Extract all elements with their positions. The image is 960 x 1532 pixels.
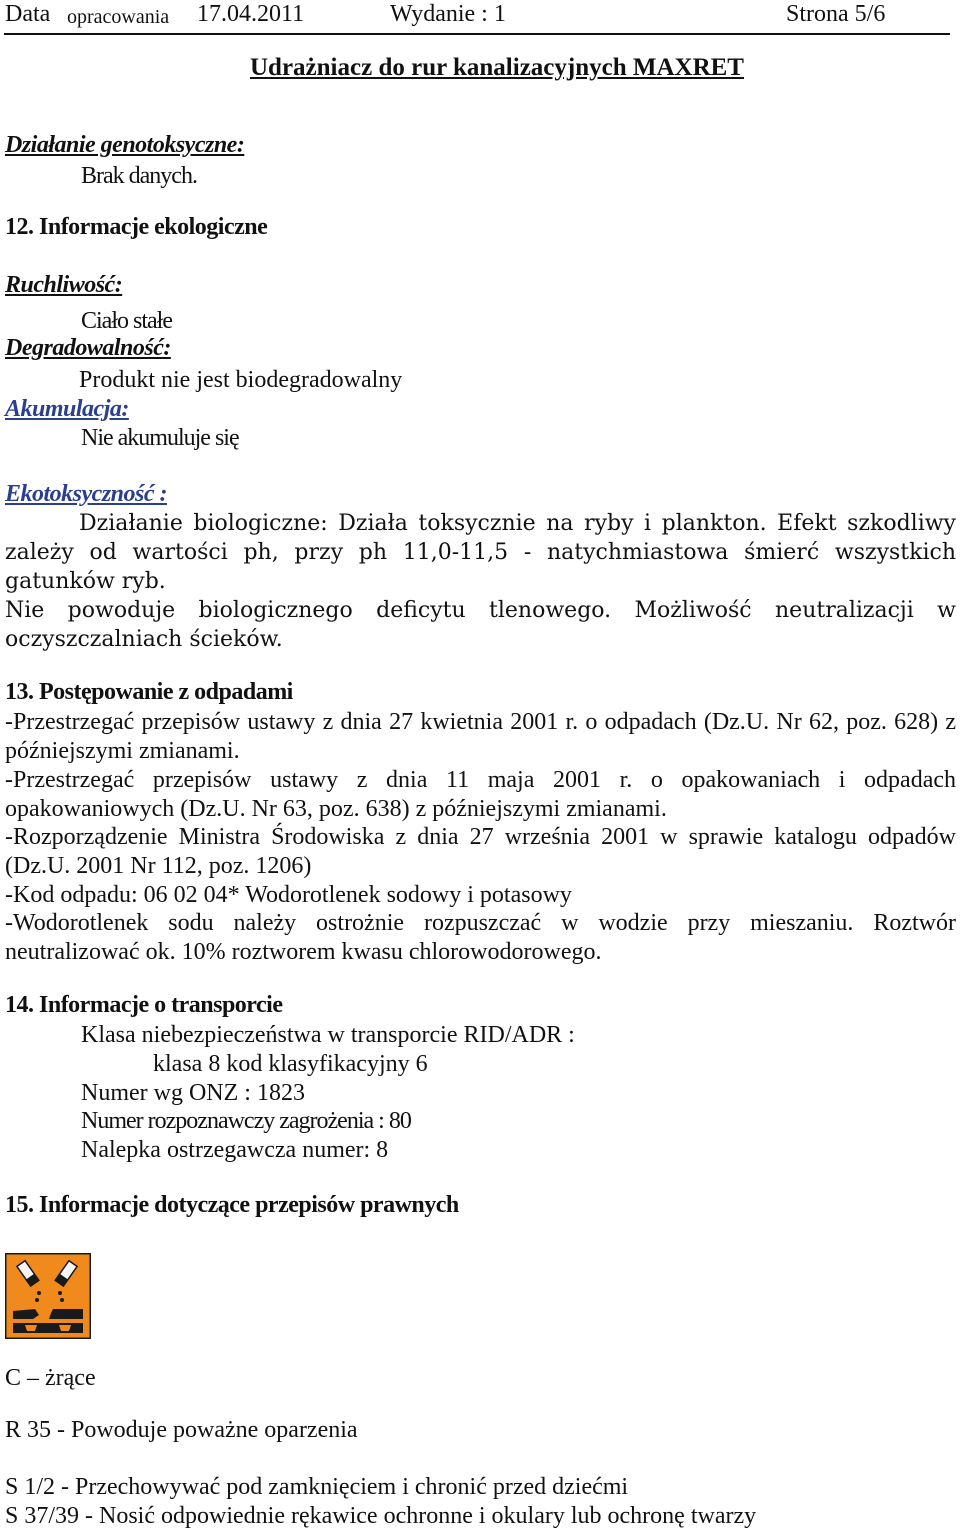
warning-label-number: Nalepka ostrzegawcza numer: 8 bbox=[81, 1137, 389, 1163]
r-phrase-35: R 35 - Powoduje poważne oparzenia bbox=[5, 1417, 358, 1443]
ecotox-text: Działanie biologiczne: Działa toksycznie na ryby i plankton. Efekt szkodliwy zależy od wartości ph, przy ph 11,0-11,5 - natychmiastowa śmierć wszystkich gatunków ryb. bbox=[5, 511, 956, 594]
header-date-word: opracowania bbox=[67, 6, 170, 28]
genotox-label: Działanie genotoksyczne: bbox=[5, 132, 245, 158]
waste-item-1: -Przestrzegać przepisów ustawy z dnia 27 kwietnia 2001 r. o odpadach (Dz.U. Nr 62, poz. 628) z późniejszymi zmianami. bbox=[5, 709, 956, 764]
hazard-symbol: C – żrące bbox=[5, 1365, 96, 1391]
degradability-value: Produkt nie jest biodegradowalny bbox=[79, 367, 403, 393]
header-divider bbox=[4, 33, 950, 35]
s-phrase-1-2: S 1/2 - Przechowywać pod zamknięciem i chronić przed dziećmi bbox=[5, 1474, 629, 1500]
header-date-label: Data bbox=[5, 1, 51, 27]
document-title: Udrażniacz do rur kanalizacyjnych MAXRET bbox=[250, 54, 744, 81]
mobility-value: Ciało stałe bbox=[81, 308, 172, 334]
transport-class-value: klasa 8 kod klasyfikacyjny 6 bbox=[153, 1051, 428, 1077]
waste-item-3: -Rozporządzenie Ministra Środowiska z dnia 27 września 2001 w sprawie katalogu odpadów (Dz.U. 2001 Nr 112, poz. 1206) bbox=[5, 824, 956, 879]
accumulation-label: Akumulacja: bbox=[5, 396, 129, 422]
waste-item-2: -Przestrzegać przepisów ustawy z dnia 11 maja 2001 r. o opakowaniach i odpadach opakowaniowych (Dz.U. Nr 63, poz. 638) z późniejszymi zmianami. bbox=[5, 767, 956, 822]
header-date-value: 17.04.2011 bbox=[197, 1, 305, 27]
header-edition: Wydanie : 1 bbox=[390, 1, 506, 27]
waste-item-5: -Wodorotlenek sodu należy ostrożnie rozpuszczać w wodzie przy mieszaniu. Roztwór neutralizować ok. 10% roztworem kwasu chlorowodorowego. bbox=[5, 910, 956, 965]
mobility-label: Ruchliwość: bbox=[5, 272, 123, 298]
hazard-id-number: Numer rozpoznawczy zagrożenia : 80 bbox=[81, 1108, 411, 1134]
corrosive-pictogram bbox=[5, 1253, 91, 1339]
ecotox-label: Ekotoksyczność : bbox=[5, 481, 167, 507]
transport-class-label: Klasa niebezpieczeństwa w transporcie RID/ADR : bbox=[81, 1022, 575, 1048]
s-phrase-37-39: S 37/39 - Nosić odpowiednie rękawice ochronne i okulary lub ochronę twarzy bbox=[5, 1503, 757, 1529]
waste-item-4: -Kod odpadu: 06 02 04* Wodorotlenek sodowy i potasowy bbox=[5, 882, 572, 908]
degradability-label: Degradowalność: bbox=[5, 335, 171, 361]
accumulation-value: Nie akumuluje się bbox=[81, 425, 239, 451]
genotox-value: Brak danych. bbox=[81, 163, 197, 189]
section-13-title: 13. Postępowanie z odpadami bbox=[5, 679, 293, 705]
section-15-title: 15. Informacje dotyczące przepisów prawnych bbox=[5, 1192, 459, 1218]
section-12-title: 12. Informacje ekologiczne bbox=[5, 214, 268, 240]
ecotox-text-2: Nie powoduje biologicznego deficytu tlenowego. Możliwość neutralizacji w oczyszczalniach ścieków. bbox=[5, 598, 956, 652]
header-page: Strona 5/6 bbox=[786, 1, 886, 27]
un-number: Numer wg ONZ : 1823 bbox=[81, 1080, 305, 1106]
section-14-title: 14. Informacje o transporcie bbox=[5, 992, 283, 1018]
